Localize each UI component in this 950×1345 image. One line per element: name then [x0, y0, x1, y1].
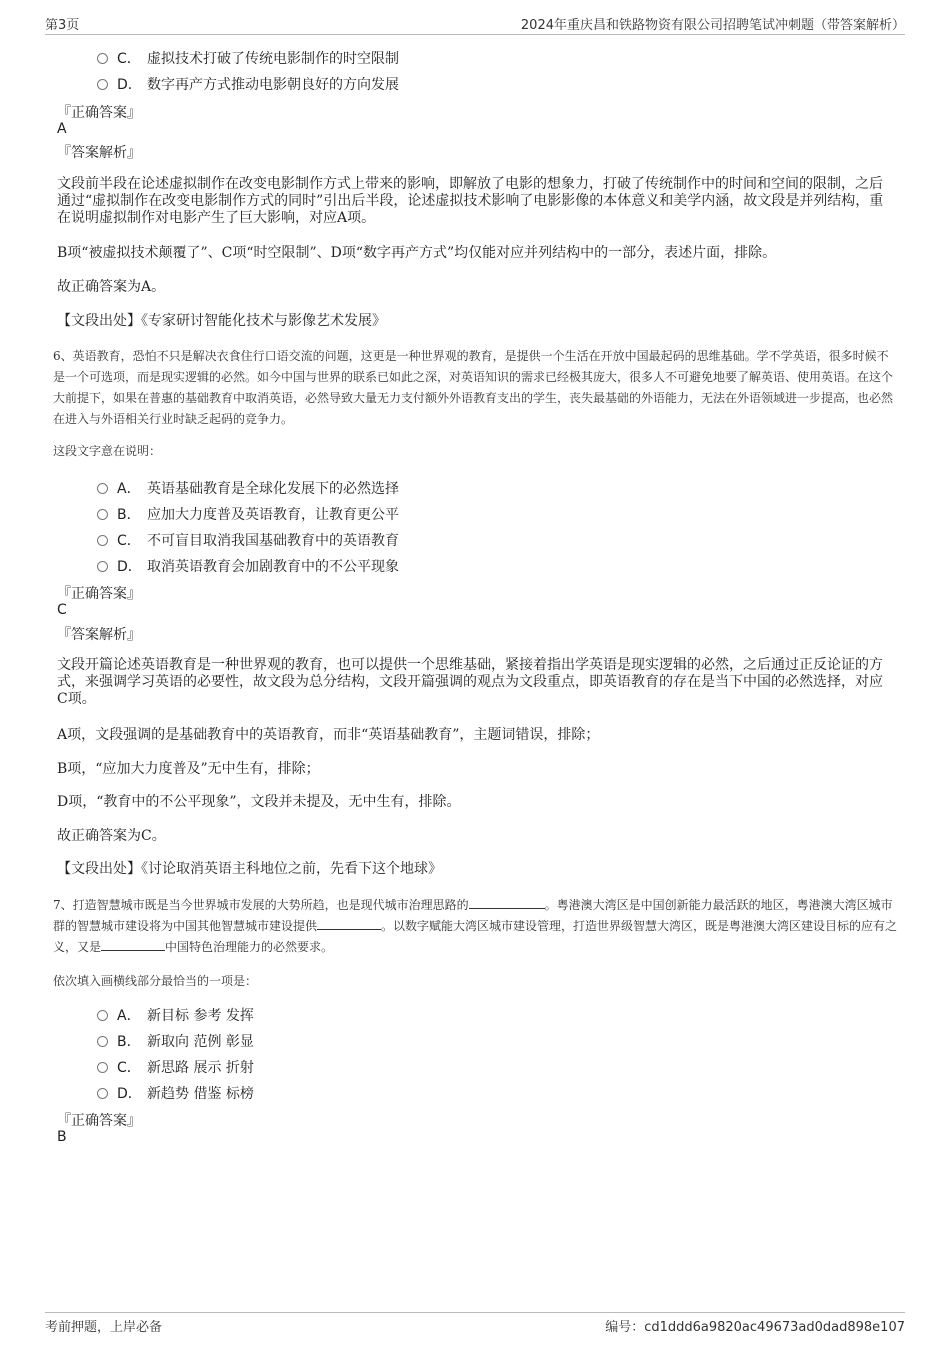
- q5-analysis-paragraph: B项“被虚拟技术颠覆了”、C项“时空限制”、D项“数字再产方式”均仅能对应并列结构中的一部分，表述片面，排除。: [57, 245, 777, 261]
- q5-answer-label: 『正确答案』: [57, 105, 141, 121]
- radio-icon[interactable]: [97, 53, 108, 64]
- page-header: [45, 12, 905, 35]
- q6-conclusion: 故正确答案为C。: [57, 828, 166, 844]
- q7-option-b[interactable]: B． 新取向 范例 彰显: [97, 1031, 254, 1051]
- q6-option-d[interactable]: D． 取消英语教育会加剧教育中的不公平现象: [97, 556, 399, 576]
- q7-answer: B: [57, 1129, 67, 1145]
- fill-blank-3: [101, 938, 165, 951]
- option-text: 新目标 参考 发挥: [147, 1008, 254, 1024]
- fill-blank-2: [317, 917, 381, 930]
- radio-icon[interactable]: [97, 1010, 108, 1021]
- q6-option-a[interactable]: A． 英语基础教育是全球化发展下的必然选择: [97, 478, 399, 498]
- q5-analysis-paragraph: 文段前半段在论述虚拟制作在改变电影制作方式上带来的影响，即解放了电影的想象力，打破了传统制作中的时间和空间的限制，之后通过“虚拟制作在改变电影制作方式的同时”引出后半段，论述虚拟技术影响了电影影像的本体意义和美学内涵，故文段是并列结构，重在说明虚拟制作对电影产生了巨大影响，对应A项。: [57, 176, 884, 226]
- radio-icon[interactable]: [97, 561, 108, 572]
- document-title: 2024年重庆昌和铁路物资有限公司招聘笔试冲刺题（带答案解析）: [520, 18, 905, 33]
- radio-icon[interactable]: [97, 1036, 108, 1047]
- q5-answer: A: [57, 121, 67, 137]
- q6-option-c[interactable]: C． 不可盲目取消我国基础教育中的英语教育: [97, 530, 399, 550]
- option-text: 取消英语教育会加剧教育中的不公平现象: [147, 559, 399, 575]
- radio-icon[interactable]: [97, 79, 108, 90]
- document-code: 编号：cd1ddd6a9820ac49673ad0dad898e107: [605, 1320, 905, 1335]
- option-text: 数字再产方式推动电影朝良好的方向发展: [147, 77, 399, 93]
- q6-answer-label: 『正确答案』: [57, 586, 141, 602]
- q7-answer-label: 『正确答案』: [57, 1113, 141, 1129]
- q6-analysis-paragraph: 文段开篇论述英语教育是一种世界观的教育，也可以提供一个思维基础，紧接着指出学英语是现实逻辑的必然，之后通过正反论证的方式，来强调学习英语的必要性，故文段为总分结构，文段开篇强调的观点为文段重点，即英语教育的存在是当下中国的必然选择，对应C项。: [57, 657, 883, 707]
- q6-analysis-paragraph: D项，“教育中的不公平现象”，文段并未提及，无中生有，排除。: [57, 794, 461, 810]
- q6-question-text: 6、英语教育，恐怕不只是解决衣食住行口语交流的问题，这更是一种世界观的教育，是提供一个生活在开放中国最起码的思维基础。学不学英语，很多时候不是一个可选项，而是现实逻辑的必然。如今中国与世界的联系已如此之深，对英语知识的需求已经极其庞大，很多人不可避免地要了解英语、使用英语。在这个大前提下，如果在普惠的基础教育中取消英语，必然导致大量无力支付额外外语教育支出的学生，丧失最基础的外语能力，无法在外语领域进一步提高，也必然在进入与外语相关行业时缺乏起码的竞争力。: [53, 349, 894, 426]
- q5-source: 【文段出处】《专家研讨智能化技术与影像艺术发展》: [57, 313, 386, 329]
- q6-analysis-paragraph: A项，文段强调的是基础教育中的英语教育，而非“英语基础教育”，主题词错误，排除；: [57, 727, 600, 743]
- q6-source: 【文段出处】《讨论取消英语主科地位之前，先看下这个地球》: [57, 861, 442, 877]
- radio-icon[interactable]: [97, 1062, 108, 1073]
- page-footer: [45, 1312, 905, 1337]
- radio-icon[interactable]: [97, 483, 108, 494]
- q5-conclusion: 故正确答案为A。: [57, 279, 166, 295]
- q7-option-c[interactable]: C． 新思路 展示 折射: [97, 1057, 254, 1077]
- q6-analysis-label: 『答案解析』: [57, 627, 141, 643]
- q6-analysis-paragraph: B项，“应加大力度普及”无中生有，排除；: [57, 761, 320, 777]
- option-text: 应加大力度普及英语教育，让教育更公平: [147, 507, 399, 523]
- footer-slogan: 考前押题，上岸必备: [45, 1320, 163, 1335]
- option-text: 英语基础教育是全球化发展下的必然选择: [147, 481, 399, 497]
- q5-option-d[interactable]: D． 数字再产方式推动电影朝良好的方向发展: [97, 74, 399, 94]
- option-text: 不可盲目取消我国基础教育中的英语教育: [147, 533, 399, 549]
- q6-answer: C: [57, 602, 67, 618]
- fill-blank-1: [469, 896, 545, 909]
- radio-icon[interactable]: [97, 535, 108, 546]
- q6-option-b[interactable]: B． 应加大力度普及英语教育，让教育更公平: [97, 504, 399, 524]
- option-text: 新趋势 借鉴 标榜: [147, 1086, 254, 1102]
- option-text: 新取向 范例 彰显: [147, 1034, 254, 1050]
- radio-icon[interactable]: [97, 1088, 108, 1099]
- q5-option-c[interactable]: C． 虚拟技术打破了传统电影制作的时空限制: [97, 48, 399, 68]
- q5-analysis-label: 『答案解析』: [57, 145, 141, 161]
- q7-prompt: 依次填入画横线部分最恰当的一项是：: [53, 974, 258, 988]
- q7-option-a[interactable]: A． 新目标 参考 发挥: [97, 1005, 254, 1025]
- option-text: 新思路 展示 折射: [147, 1060, 254, 1076]
- option-text: 虚拟技术打破了传统电影制作的时空限制: [147, 51, 399, 67]
- radio-icon[interactable]: [97, 509, 108, 520]
- q6-prompt: 这段文字意在说明：: [53, 444, 162, 458]
- q7-option-d[interactable]: D． 新趋势 借鉴 标榜: [97, 1083, 254, 1103]
- q7-question-text: 7、打造智慧城市既是当今世界城市发展的大势所趋，也是现代城市治理思路的 。粤港澳大湾区是中国创新能力最活跃的地区，粤港澳大湾区城市群的智慧城市建设将为中国其他智慧城市建设提供 。以数字赋能大湾区城市建设管理，打造世界级智慧大湾区，既是粤港澳大湾区建设目标的应有之义，又是 中国特色治理能力的必然要求。: [53, 898, 898, 954]
- page-number: 第3页: [45, 18, 80, 33]
